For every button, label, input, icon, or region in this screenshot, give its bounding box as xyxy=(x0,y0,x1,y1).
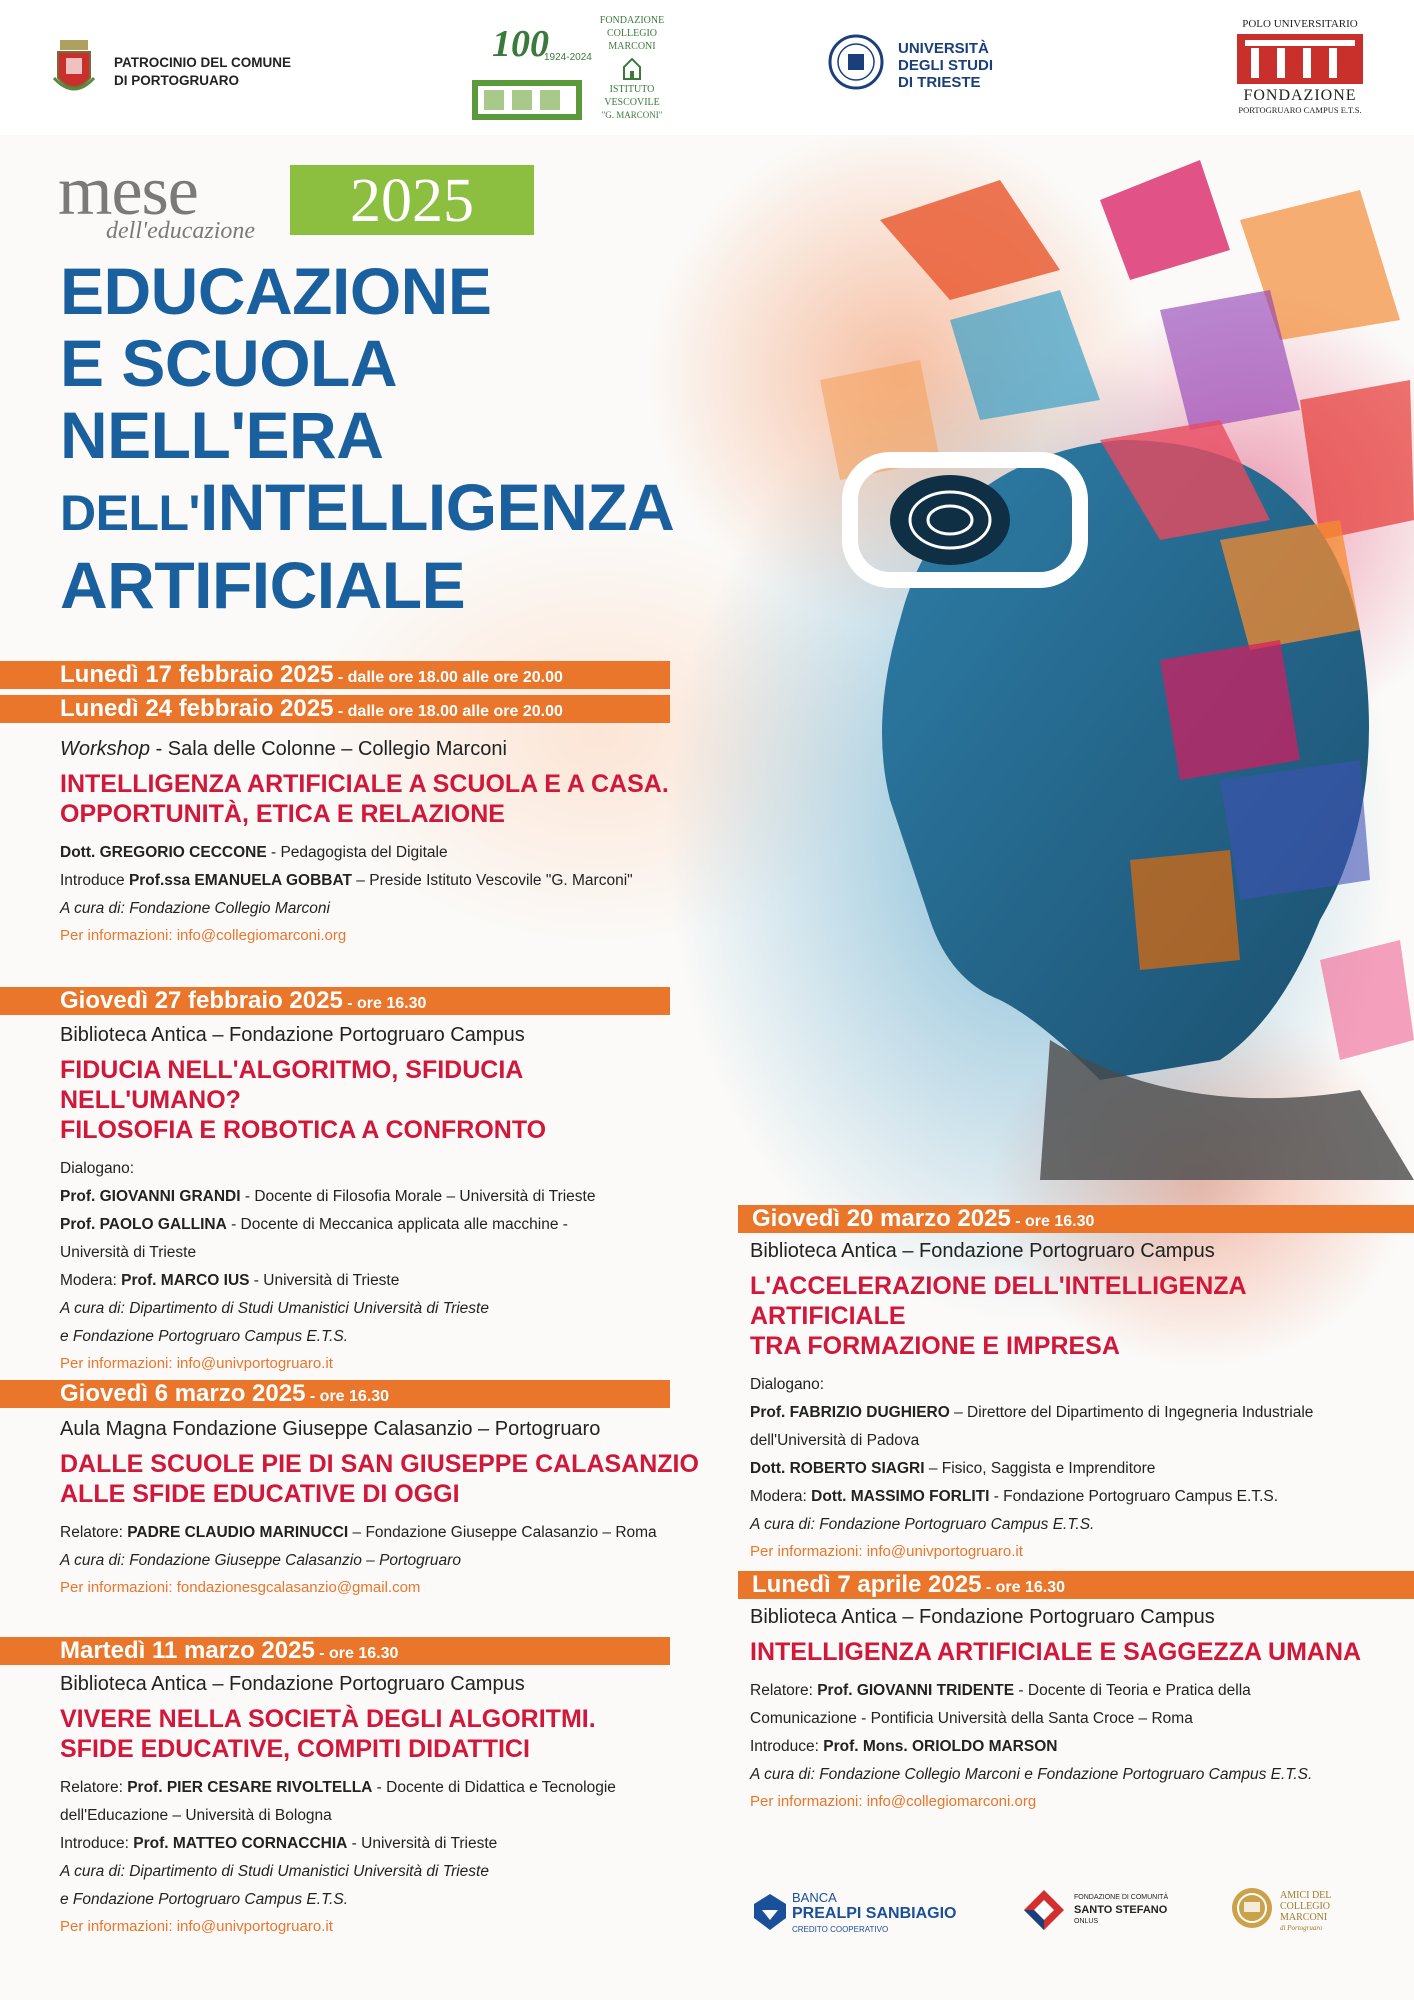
event4-cura1: A cura di: Dipartimento di Studi Umanistici Università di Trieste xyxy=(60,1863,489,1880)
banca-prealpi-logo xyxy=(752,1888,972,1948)
event1-time1: - dalle ore 18.00 alle ore 20.00 xyxy=(333,669,563,686)
event5-venue: Biblioteca Antica – Fondazione Portogruaro Campus xyxy=(750,1240,1215,1262)
title-line4-small: DELL' xyxy=(60,485,200,541)
event2-speaker1 xyxy=(60,1183,700,1211)
event3 xyxy=(60,1418,700,1601)
event2-moderator-role: - Università di Trieste xyxy=(249,1272,400,1289)
event1-venue xyxy=(60,738,700,761)
event5-speaker1-cont: dell'Università di Padova xyxy=(750,1432,920,1449)
event2-cura2: e Fondazione Portogruaro Campus E.T.S. xyxy=(60,1328,349,1345)
event2-date-bar xyxy=(0,987,670,1015)
event1-date-bar-1 xyxy=(0,661,670,689)
event3-cura: A cura di: Fondazione Giuseppe Calasanzio – Portogruaro xyxy=(60,1552,461,1569)
event2-venue: Biblioteca Antica – Fondazione Portogruaro Campus xyxy=(60,1024,525,1046)
event6-speaker1-cont: Comunicazione - Pontificia Università della Santa Croce – Roma xyxy=(750,1710,1193,1727)
banca-name: PREALPI SANBIAGIO xyxy=(792,1905,957,1922)
centenary-number: 100 xyxy=(492,23,549,65)
event5-title-line2: TRA FORMAZIONE E IMPRESA xyxy=(750,1332,1120,1360)
event2-moderator-pre: Modera: xyxy=(60,1272,122,1289)
event3-title-line1: DALLE SCUOLE PIE DI SAN GIUSEPPE CALASANZIO xyxy=(60,1450,699,1478)
centenary-years: 1924-2024 xyxy=(544,52,592,63)
univ-line2: DEGLI STUDI xyxy=(898,57,994,74)
polo-sub: PORTOGRUARO CAMPUS E.T.S. xyxy=(1238,105,1362,115)
event1-info: Per informazioni: info@collegiomarconi.org xyxy=(60,927,347,944)
fondazione-collegio-l3: MARCONI xyxy=(608,41,656,52)
event6-cura: A cura di: Fondazione Collegio Marconi e Fondazione Portogruaro Campus E.T.S. xyxy=(750,1766,1313,1783)
event5-speaker2-role: – Fisico, Saggista e Imprenditore xyxy=(924,1460,1156,1477)
event4-info: Per informazioni: info@univportogruaro.it xyxy=(60,1918,333,1935)
event1-speaker1-role: - Pedagogista del Digitale xyxy=(266,844,448,861)
santo-stefano-logo xyxy=(1022,1888,1182,1948)
amici-l2: COLLEGIO xyxy=(1280,1901,1330,1912)
amici-l1: AMICI DEL xyxy=(1280,1890,1332,1901)
event4-speaker1-cont: dell'Educazione – Università di Bologna xyxy=(60,1807,332,1824)
event2-info: Per informazioni: info@univportogruaro.it xyxy=(60,1355,333,1372)
title-line4 xyxy=(60,471,674,549)
ai-face-artwork xyxy=(800,160,1414,1180)
banca-emblem-icon xyxy=(752,1892,788,1932)
event6-speaker1 xyxy=(750,1677,1400,1705)
church-icon xyxy=(620,57,644,81)
santo-name: SANTO STEFANO xyxy=(1074,1904,1168,1916)
santo-stefano-icon xyxy=(1022,1888,1066,1932)
event1-speaker2 xyxy=(60,867,700,895)
event4-speaker2-name: Prof. MATTEO CORNACCHIA xyxy=(133,1835,348,1852)
event6-title xyxy=(750,1637,1400,1667)
event6-speaker1-pre: Relatore: xyxy=(750,1682,818,1699)
event6-title-line1: INTELLIGENZA ARTIFICIALE E SAGGEZZA UMANA xyxy=(750,1638,1362,1666)
event2-speaker2-cont: Università di Trieste xyxy=(60,1244,197,1261)
event1-speaker2-pre: Introduce xyxy=(60,872,129,889)
event4-date: Martedì 11 marzo 2025 xyxy=(60,1637,315,1664)
universita-trieste-logo xyxy=(828,34,1028,104)
event6-speaker2-pre: Introduce: xyxy=(750,1738,824,1755)
event6-time: - ore 16.30 xyxy=(981,1579,1066,1596)
event4-speaker1-pre: Relatore: xyxy=(60,1779,128,1796)
event2-title-line1: FIDUCIA NELL'ALGORITMO, SFIDUCIA NELL'UMANO? xyxy=(60,1056,523,1114)
main-title xyxy=(60,255,674,621)
event5-title xyxy=(750,1271,1400,1361)
univ-line1: UNIVERSITÀ xyxy=(898,40,989,57)
event5-date-bar xyxy=(738,1205,1414,1233)
event2-dialogano: Dialogano: xyxy=(60,1160,135,1177)
event5-speaker1 xyxy=(750,1399,1400,1427)
fondazione-collegio-l2: COLLEGIO xyxy=(607,28,657,39)
event4-speaker1 xyxy=(60,1774,700,1802)
event2-cura1: A cura di: Dipartimento di Studi Umanistici Università di Trieste xyxy=(60,1300,489,1317)
event3-speaker1-role: – Fondazione Giuseppe Calasanzio – Roma xyxy=(348,1524,657,1541)
event1-time2: - dalle ore 18.00 alle ore 20.00 xyxy=(333,703,563,720)
university-seal-icon xyxy=(828,34,884,90)
event5-speaker1-role: – Direttore del Dipartimento di Ingegneria Industriale xyxy=(949,1404,1314,1421)
comune-crest-icon xyxy=(52,38,96,100)
event1-date2: Lunedì 24 febbraio 2025 xyxy=(60,695,334,722)
fondazione-collegio-l1: FONDAZIONE xyxy=(599,15,665,26)
event2-title-line2: FILOSOFIA E ROBOTICA A CONFRONTO xyxy=(60,1116,547,1144)
event1-speaker2-name: Prof.ssa EMANUELA GOBBAT xyxy=(128,872,352,889)
event5-moderator-role: - Fondazione Portogruaro Campus E.T.S. xyxy=(989,1488,1279,1505)
event6-speaker2 xyxy=(750,1733,1400,1761)
banca-top: BANCA xyxy=(792,1890,837,1905)
event4-venue: Biblioteca Antica – Fondazione Portogruaro Campus xyxy=(60,1673,525,1695)
event2-title xyxy=(60,1055,700,1145)
mese-word: mese xyxy=(58,153,198,230)
event1-venue-text: - Sala delle Colonne – Collegio Marconi xyxy=(150,738,507,760)
event4-speaker1-name: Prof. PIER CESARE RIVOLTELLA xyxy=(127,1779,373,1796)
event6-speaker1-name: Prof. GIOVANNI TRIDENTE xyxy=(817,1682,1015,1699)
polo-universitario-logo xyxy=(1225,18,1375,128)
title-line4-big: INTELLIGENZA xyxy=(199,470,675,544)
event6-date-bar xyxy=(738,1571,1414,1599)
event4-speaker2-pre: Introduce: xyxy=(60,1835,134,1852)
mese-subtitle: dell'educazione xyxy=(106,218,256,244)
polo-name: FONDAZIONE xyxy=(1243,87,1357,104)
title-line1: EDUCAZIONE xyxy=(60,254,492,328)
event6-info: Per informazioni: info@collegiomarconi.org xyxy=(750,1793,1037,1810)
event5-dialogano: Dialogano: xyxy=(750,1376,825,1393)
event2-moderator-name: Prof. MARCO IUS xyxy=(121,1272,250,1289)
title-line5: ARTIFICIALE xyxy=(60,548,466,622)
event4-cura2: e Fondazione Portogruaro Campus E.T.S. xyxy=(60,1891,349,1908)
event2-speaker2 xyxy=(60,1211,700,1239)
event4-speaker2 xyxy=(60,1830,700,1858)
santo-sub: ONLUS xyxy=(1074,1918,1099,1925)
event2-date: Giovedì 27 febbraio 2025 xyxy=(60,987,343,1014)
event4-date-bar xyxy=(0,1637,670,1665)
amici-l3: MARCONI xyxy=(1280,1912,1328,1923)
event2-speaker2-role: - Docente di Meccanica applicata alle macchine - xyxy=(226,1216,568,1233)
event5-title-line1: L'ACCELERAZIONE DELL'INTELLIGENZA ARTIFICIALE xyxy=(750,1272,1246,1330)
amici-l4: di Portogruaro xyxy=(1280,1924,1323,1932)
event4-title-line2: SFIDE EDUCATIVE, COMPITI DIDATTICI xyxy=(60,1735,530,1763)
event4-title xyxy=(60,1704,700,1764)
event1 xyxy=(60,738,700,949)
istituto-l2: VESCOVILE xyxy=(604,97,660,108)
event1-date1: Lunedì 17 febbraio 2025 xyxy=(60,661,334,688)
event1-speaker1-name: Dott. GREGORIO CECCONE xyxy=(60,844,267,861)
event3-info: Per informazioni: fondazionesgcalasanzio@gmail.com xyxy=(60,1579,421,1596)
comune-logo xyxy=(52,38,322,108)
mese-year: 2025 xyxy=(290,165,534,235)
event3-title-line2: ALLE SFIDE EDUCATIVE DI OGGI xyxy=(60,1480,460,1508)
event5-moderator-name: Dott. MASSIMO FORLITI xyxy=(811,1488,990,1505)
event2-moderator xyxy=(60,1267,700,1295)
event6-venue: Biblioteca Antica – Fondazione Portogruaro Campus xyxy=(750,1606,1215,1628)
event4-speaker1-role: - Docente di Didattica e Tecnologie xyxy=(372,1779,616,1796)
event2-speaker1-role: - Docente di Filosofia Morale – Università di Trieste xyxy=(240,1188,596,1205)
event4-time: - ore 16.30 xyxy=(314,1645,399,1662)
event3-date-bar xyxy=(0,1380,670,1408)
event1-title-line1: INTELLIGENZA ARTIFICIALE A SCUOLA E A CASA. xyxy=(60,770,669,798)
columns-icon xyxy=(1237,34,1363,84)
event5-speaker2-name: Dott. ROBERTO SIAGRI xyxy=(750,1460,925,1477)
istituto-l1: ISTITUTO xyxy=(609,84,655,95)
event3-date: Giovedì 6 marzo 2025 xyxy=(60,1380,306,1407)
event5-info: Per informazioni: info@univportogruaro.it xyxy=(750,1543,1023,1560)
mese-educazione-brand xyxy=(58,153,474,245)
event3-speaker1 xyxy=(60,1519,700,1547)
event5-speaker2 xyxy=(750,1455,1400,1483)
event4 xyxy=(60,1673,700,1940)
istituto-l3: "G. MARCONI" xyxy=(601,110,663,120)
event1-date-bar-2 xyxy=(0,695,670,723)
event6 xyxy=(750,1606,1400,1815)
title-line3: NELL'ERA xyxy=(60,398,384,472)
event1-title xyxy=(60,769,700,829)
collegio-building-icon xyxy=(472,70,582,120)
event3-time: - ore 16.30 xyxy=(305,1388,390,1405)
event1-title-line2: OPPORTUNITÀ, ETICA E RELAZIONE xyxy=(60,800,505,828)
santo-top: FONDAZIONE DI COMUNITÀ xyxy=(1074,1894,1169,1901)
polo-top: POLO UNIVERSITARIO xyxy=(1242,18,1358,30)
banca-sub: CREDITO COOPERATIVO xyxy=(792,1925,889,1934)
event4-speaker2-role: - Università di Trieste xyxy=(347,1835,498,1852)
amici-seal-icon xyxy=(1230,1886,1274,1930)
event5-cura: A cura di: Fondazione Portogruaro Campus E.T.S. xyxy=(750,1516,1095,1533)
event2-time: - ore 16.30 xyxy=(342,995,427,1012)
event2 xyxy=(60,1024,700,1377)
event1-venue-workshop: Workshop xyxy=(60,738,151,760)
event5-time: - ore 16.30 xyxy=(1010,1213,1095,1230)
fondazione-collegio-logo xyxy=(582,14,682,124)
event6-date: Lunedì 7 aprile 2025 xyxy=(752,1571,982,1598)
event2-speaker1-name: Prof. GIOVANNI GRANDI xyxy=(60,1188,241,1205)
event3-speaker1-name: PADRE CLAUDIO MARINUCCI xyxy=(127,1524,349,1541)
event5-moderator xyxy=(750,1483,1400,1511)
event4-title-line1: VIVERE NELLA SOCIETÀ DEGLI ALGORITMI. xyxy=(60,1705,596,1733)
event1-speaker2-role: – Preside Istituto Vescovile "G. Marconi" xyxy=(352,872,633,889)
event5-moderator-pre: Modera: xyxy=(750,1488,812,1505)
event2-speaker2-name: Prof. PAOLO GALLINA xyxy=(60,1216,227,1233)
event5-speaker1-name: Prof. FABRIZIO DUGHIERO xyxy=(750,1404,950,1421)
event1-cura: A cura di: Fondazione Collegio Marconi xyxy=(60,900,330,917)
event3-title xyxy=(60,1449,700,1509)
title-line2: E SCUOLA xyxy=(60,326,398,400)
patrocinio-line1: PATROCINIO DEL COMUNE xyxy=(114,55,292,70)
event3-speaker1-pre: Relatore: xyxy=(60,1524,128,1541)
event1-speaker1 xyxy=(60,839,700,867)
event6-speaker2-name: Prof. Mons. ORIOLDO MARSON xyxy=(823,1738,1058,1755)
event5 xyxy=(750,1240,1400,1565)
amici-collegio-logo xyxy=(1230,1886,1370,1946)
event3-venue: Aula Magna Fondazione Giuseppe Calasanzio – Portogruaro xyxy=(60,1418,601,1440)
event6-speaker1-role: - Docente di Teoria e Pratica della xyxy=(1014,1682,1251,1699)
univ-line3: DI TRIESTE xyxy=(898,74,981,91)
event5-date: Giovedì 20 marzo 2025 xyxy=(752,1205,1011,1232)
patrocinio-line2: DI PORTOGRUARO xyxy=(114,73,240,88)
